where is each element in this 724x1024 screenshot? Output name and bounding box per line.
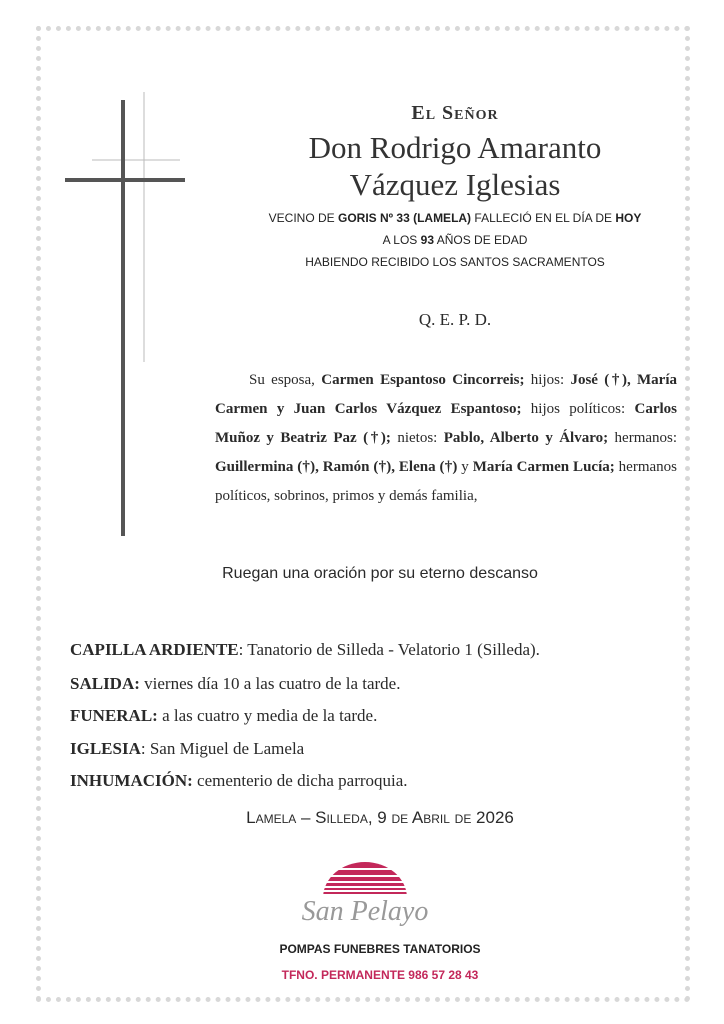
san-pelayo-logo — [295, 858, 435, 938]
residence-line — [230, 211, 680, 225]
text-segment: hermanos políticos, sobrinos, primos y demás familia, — [215, 459, 677, 504]
text-segment: hijos: — [524, 372, 571, 388]
family-paragraph — [215, 366, 677, 511]
text-segment: María Carmen Lucía; — [472, 459, 615, 475]
detail-row — [70, 640, 540, 660]
text-segment: hermanos: — [608, 430, 678, 446]
text-segment: HOY — [615, 211, 642, 225]
place-date: Lamela – Silleda, 9 de Abril de 2026 — [246, 808, 514, 827]
detail-label: CAPILLA ARDIENTE — [70, 640, 239, 659]
company-tagline: POMPAS FUNEBRES TANATORIOS — [279, 942, 481, 956]
prayer-text: Ruegan una oración por su eterno descanso — [222, 565, 538, 582]
text-segment: Pablo, Alberto y Álvaro; — [443, 430, 609, 446]
detail-label: IGLESIA — [70, 739, 141, 758]
detail-label: INHUMACIÓN: — [70, 771, 193, 790]
text-segment: José (†), María Carmen y Juan Carlos Vázquez Espantoso; — [215, 372, 678, 417]
qepd: Q. E. P. D. — [418, 310, 492, 329]
text-segment: A LOS — [382, 233, 421, 247]
text-segment: Carmen Espantoso Cincorreis; — [321, 372, 525, 388]
detail-label: SALIDA: — [70, 674, 140, 693]
text-segment: hijos políticos: — [521, 401, 635, 417]
detail-value: viernes día 10 a las cuatro de la tarde. — [139, 674, 401, 693]
svg-text:San Pelayo: San Pelayo — [301, 896, 429, 927]
detail-value: : San Miguel de Lamela — [140, 739, 305, 758]
age-line — [230, 233, 680, 247]
detail-value: cementerio de dicha parroquia. — [192, 771, 408, 790]
deceased-name-line2: Vázquez Iglesias — [349, 167, 561, 202]
deceased-name-line1: Don Rodrigo Amaranto — [308, 130, 602, 165]
text-segment: GORIS Nº 33 (LAMELA) — [338, 211, 472, 225]
phone-number: TFNO. PERMANENTE 986 57 28 43 — [281, 968, 479, 982]
text-segment: AÑOS DE EDAD — [434, 233, 528, 247]
text-segment: Carlos Muñoz y Beatriz Paz (†); — [215, 401, 677, 446]
detail-row — [70, 771, 408, 791]
cross-icon — [60, 92, 200, 542]
detail-value: : Tanatorio de Silleda - Velatorio 1 (Silleda). — [238, 640, 540, 659]
text-segment: Guillermina (†), Ramón (†), Elena (†) — [215, 459, 458, 475]
detail-row — [70, 674, 400, 694]
sacraments-line: HABIENDO RECIBIDO LOS SANTOS SACRAMENTOS — [305, 255, 605, 269]
detail-label: FUNERAL: — [70, 706, 158, 725]
detail-row — [70, 739, 304, 759]
text-segment: nietos: — [390, 430, 444, 446]
detail-value: a las cuatro y media de la tarde. — [157, 706, 378, 725]
text-segment: y — [457, 459, 473, 475]
title: El Señor — [411, 102, 499, 124]
text-segment: Su esposa, — [249, 372, 322, 388]
text-segment: 93 — [420, 233, 435, 247]
text-segment: VECINO DE — [268, 211, 338, 225]
text-segment: FALLECIÓ EN EL DÍA DE — [471, 211, 616, 225]
detail-row — [70, 706, 377, 726]
